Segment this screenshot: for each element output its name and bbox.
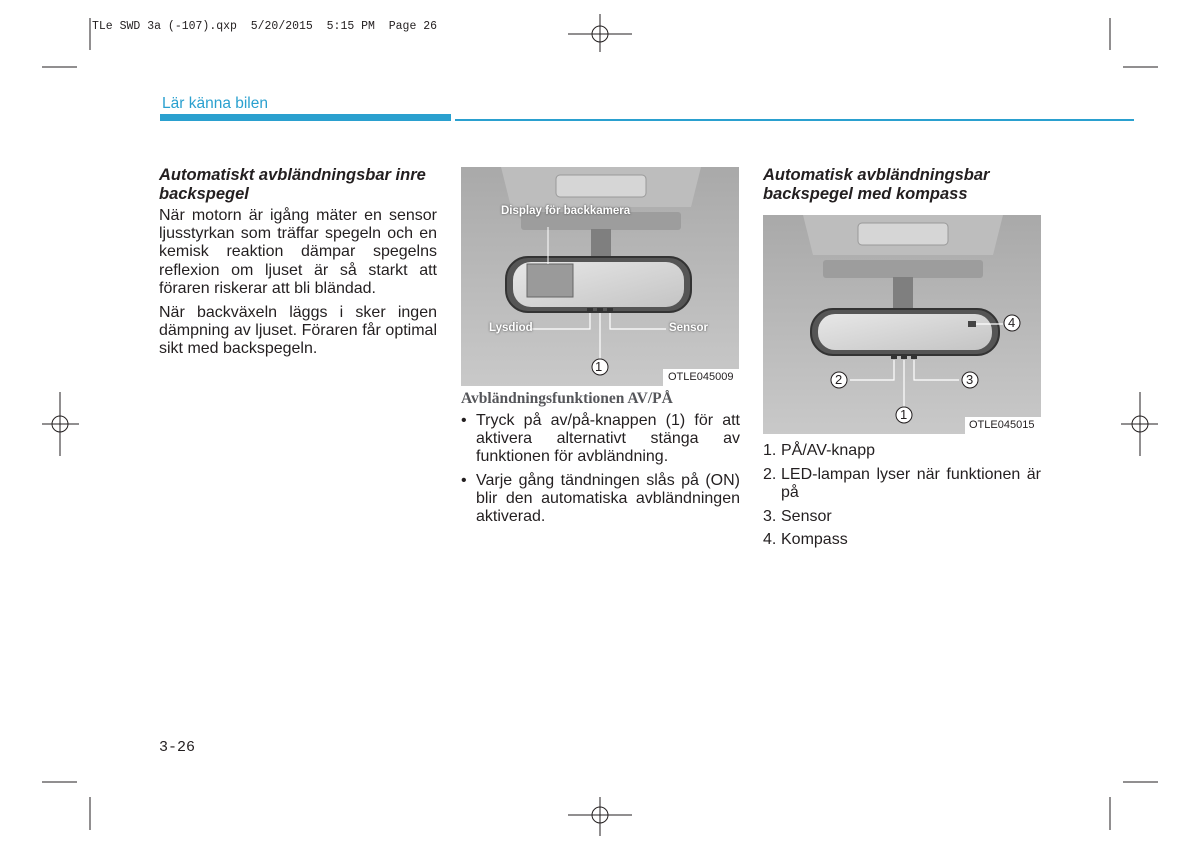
column-3 (763, 166, 1041, 204)
registration-mark-right (1121, 392, 1158, 456)
callout-1: 1 (900, 407, 908, 422)
heading-auto-dimming-mirror: Automatiskt avbländningsbar inre backspegel (159, 166, 426, 203)
list-item (763, 442, 1041, 461)
column-2 (461, 390, 740, 531)
callout-1: 1 (595, 359, 603, 374)
list-number: 3. (763, 507, 777, 525)
bullet-list (461, 412, 740, 526)
heading-compass-mirror: Automatisk avbländningsbar backspegel med kompass (763, 166, 990, 203)
label-sensor: Sensor (669, 322, 708, 334)
list-text: Kompass (781, 531, 848, 548)
section-title: Lär känna bilen (162, 95, 268, 112)
bullet-item: • Tryck på av/på-knappen (1) för att aktivera alternativt stänga av funktionen för avbländning. (461, 412, 740, 467)
label-led: Lysdiod (489, 322, 533, 334)
list-text: PÅ/AV-knapp (781, 442, 875, 459)
list-number: 4. (763, 531, 777, 548)
figure-code: OTLE045009 (668, 371, 734, 383)
list-item (763, 531, 1041, 550)
section-rule-thin (455, 119, 1134, 121)
paragraph-sensor: När motorn är igång mäter en sensor ljusstyrkan som träffar spegeln och en kemisk reaktion dämpar spegelns reflexion om ljuset är så starkt att föraren riskerar att bli bländad. (159, 207, 437, 297)
figure-mirror-compass (763, 215, 1041, 434)
column-1 (159, 166, 437, 365)
paragraph-reverse: När backväxeln läggs i sker ingen dämpning av ljuset. Föraren får optimal sikt med backspegeln. (159, 304, 437, 358)
page-number: 3-26 (159, 739, 196, 756)
list-number: 1. (763, 442, 777, 459)
list-item (763, 466, 1041, 503)
section-rule-thick (160, 114, 451, 121)
callout-3: 3 (966, 372, 974, 387)
print-slug: TLe SWD 3a (-107).qxp 5/20/2015 5:15 PM Page 26 (92, 20, 438, 33)
registration-mark-left (42, 392, 79, 456)
list-number: 2. (763, 465, 777, 483)
label-display-backcamera: Display för backkamera (501, 205, 631, 217)
callout-2: 2 (835, 372, 843, 387)
list-text: LED-lampan lyser när funktionen är på (781, 465, 1041, 501)
registration-mark-top (568, 14, 632, 52)
registration-mark-bottom (568, 797, 632, 836)
parts-list (763, 442, 1041, 555)
figure-code: OTLE045015 (969, 419, 1035, 431)
list-text: Sensor (781, 507, 832, 525)
figure-caption: Avbländningsfunktionen AV/PÅ (461, 390, 673, 407)
bullet-item: • Varje gång tändningen slås på (ON) blir den automatiska avbländningen aktiverad. (461, 472, 740, 527)
list-item (763, 508, 1041, 527)
figure-mirror-backcamera (461, 167, 739, 386)
callout-4: 4 (1008, 315, 1016, 330)
